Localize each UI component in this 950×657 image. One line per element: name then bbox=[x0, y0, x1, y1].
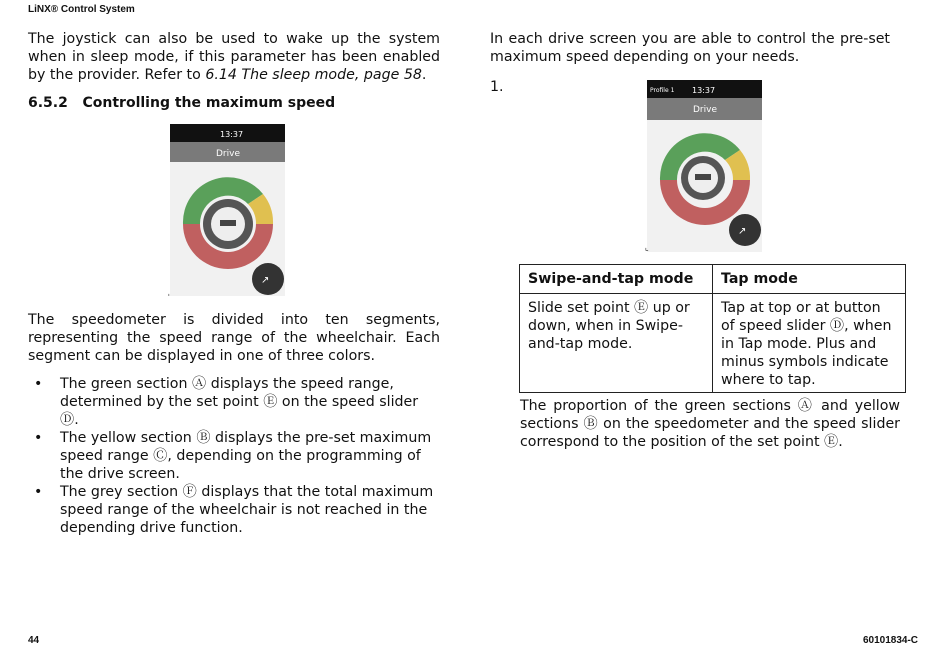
table-header-tap: Tap mode bbox=[713, 265, 906, 294]
text: Tap at top or at button of speed slider bbox=[721, 300, 881, 334]
intro-text: The joystick can also be used to wake up the system when in sleep mode, if this parameter has been enabled by the provider. Refer to bbox=[28, 31, 440, 83]
label-b: Ⓑ bbox=[583, 416, 599, 432]
label-a: Ⓐ bbox=[192, 376, 207, 392]
label-b: Ⓑ bbox=[196, 430, 211, 446]
drive-icon: ↗ bbox=[261, 275, 270, 286]
bullet-green-section bbox=[28, 375, 440, 429]
screen-title: Drive bbox=[693, 105, 717, 115]
label-f: Ⓕ bbox=[182, 484, 197, 500]
text: and yellow sections bbox=[520, 398, 900, 432]
document-header: LiNX® Control System bbox=[28, 4, 135, 15]
bullet-marker: • bbox=[34, 484, 43, 500]
drive-screen-figure bbox=[645, 80, 765, 252]
speedometer-illustration bbox=[168, 124, 288, 296]
text: displays that the total maximum speed range of the wheelchair is not reached in the depending drive function. bbox=[60, 484, 434, 536]
text: Slide set point bbox=[528, 300, 635, 316]
profile-label: Profile 1 bbox=[650, 87, 675, 94]
table-cell-swipe bbox=[520, 294, 713, 393]
text: The yellow section bbox=[60, 430, 197, 446]
screen-time: 13:37 bbox=[220, 130, 244, 139]
text: The green section bbox=[60, 376, 192, 392]
document-code: 60101834-C bbox=[862, 635, 918, 646]
text: The proportion of the green sections bbox=[520, 398, 798, 414]
text: . bbox=[74, 412, 79, 428]
proportion-paragraph bbox=[520, 397, 900, 451]
bullet-grey-section bbox=[28, 483, 440, 537]
corner-mark: ⌞ bbox=[645, 243, 649, 252]
modes-table bbox=[519, 264, 906, 393]
section-heading bbox=[28, 95, 335, 111]
text: , depending on the programming of the drive screen. bbox=[60, 448, 421, 482]
text: . bbox=[838, 434, 843, 450]
section-bullet-list bbox=[28, 375, 440, 537]
bullet-marker: • bbox=[34, 376, 43, 392]
intro-paragraph bbox=[28, 30, 440, 84]
drive-screen-illustration bbox=[645, 80, 765, 252]
corner-mark: ⌞ bbox=[168, 289, 172, 296]
label-c: Ⓒ bbox=[153, 448, 168, 464]
bullet-yellow-section bbox=[28, 429, 440, 483]
bullet-marker: • bbox=[34, 430, 43, 446]
drive-icon: ↗ bbox=[738, 226, 747, 237]
screen-title: Drive bbox=[216, 149, 240, 159]
speedometer-figure bbox=[168, 124, 288, 296]
text: displays the pre-set maximum speed range bbox=[60, 430, 432, 464]
text: on the speedometer and the speed slider correspond to the position of the set point bbox=[520, 416, 901, 450]
table-cell-tap bbox=[713, 294, 906, 393]
text: The grey section bbox=[60, 484, 183, 500]
step-number: 1. bbox=[490, 79, 504, 95]
text: up or down, when in Swipe-and-tap mode. bbox=[528, 300, 690, 352]
section-number: 6.5.2 bbox=[28, 95, 68, 111]
screen-time: 13:37 bbox=[692, 86, 716, 95]
text: on the speed slider bbox=[277, 394, 419, 410]
label-a: Ⓐ bbox=[797, 398, 815, 414]
section-title: Controlling the maximum speed bbox=[82, 95, 336, 111]
label-e: Ⓔ bbox=[824, 434, 839, 450]
speedometer-paragraph: The speedometer is divided into ten segments, representing the speed range of the wheelchair. Each segment can be displayed in one of three colors. bbox=[28, 312, 440, 364]
label-e: Ⓔ bbox=[634, 300, 649, 316]
sleep-mode-reference[interactable]: 6.14 The sleep mode, page 58 bbox=[205, 67, 422, 83]
text: displays the speed range, determined by the set point bbox=[60, 376, 394, 410]
text: , when in Tap mode. Plus and minus symbols indicate where to tap. bbox=[721, 318, 892, 388]
intro-end: . bbox=[421, 67, 427, 83]
page-number: 44 bbox=[28, 635, 40, 646]
label-d: Ⓓ bbox=[829, 318, 845, 334]
label-e: Ⓔ bbox=[263, 394, 278, 410]
right-intro-paragraph: In each drive screen you are able to control the pre-set maximum speed depending on your needs. bbox=[490, 31, 890, 65]
label-d: Ⓓ bbox=[60, 412, 75, 428]
table-header-swipe: Swipe-and-tap mode bbox=[520, 265, 713, 294]
